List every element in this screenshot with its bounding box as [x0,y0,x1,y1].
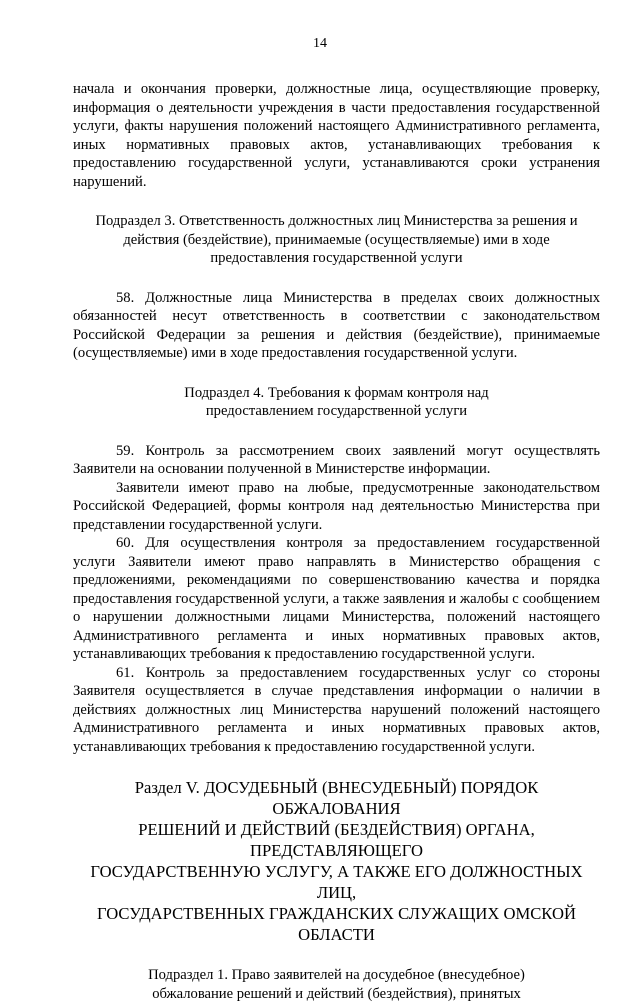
section-heading-line: РЕШЕНИЙ И ДЕЙСТВИЙ (БЕЗДЕЙСТВИЯ) ОРГАНА, ПРЕДСТАВЛЯЮЩЕГО [73,819,600,861]
section-heading-line: ГОСУДАРСТВЕННУЮ УСЛУГУ, А ТАКЖЕ ЕГО ДОЛЖНОСТНЫХ ЛИЦ, [73,861,600,903]
page-content [73,80,600,1003]
heading-line: обжалование решений и действий (бездействия), принятых [73,985,600,1003]
heading-line: Подраздел 4. Требования к формам контроля над [73,384,600,403]
paragraph-59: 59. Контроль за рассмотрением своих заявлений могут осуществлять Заявители на основании полученной в Министерстве информации. [73,442,600,479]
heading-line: действия (бездействие), принимаемые (осуществляемые) ими в ходе [73,231,600,250]
subsection-1-heading [73,966,600,1003]
paragraph-58: 58. Должностные лица Министерства в пределах своих должностных обязанностей несут ответственность в соответствии с законодательством Российской Федерации за решения и действия (бездействие), принимаемые (осуществляемые) ими в ходе предоставления государственной услуги. [73,289,600,363]
section-5-heading [73,777,600,945]
section-heading-line: ГОСУДАРСТВЕННЫХ ГРАЖДАНСКИХ СЛУЖАЩИХ ОМСКОЙ ОБЛАСТИ [73,903,600,945]
subsection-3-heading [73,212,600,268]
paragraph-inspection-results: начала и окончания проверки, должностные лица, осуществляющие проверку, информация о деятельности учреждения в части предоставления государственной услуги, факты нарушения положений настоящего Административного регламента, иных нормативных правовых актов, устанавливающих требования к предоставлению государственной услуги, устанавливаются сроки устранения нарушений. [73,80,600,191]
subsection-4-heading [73,384,600,421]
paragraph-applicants-rights: Заявители имеют право на любые, предусмотренные законодательством Российской Федерацией, формы контроля над деятельностью Министерства при представлении государственной услуги. [73,479,600,535]
heading-line: предоставления государственной услуги [73,249,600,268]
heading-line: Подраздел 1. Право заявителей на досудебное (внесудебное) [73,966,600,985]
section-heading-line: Раздел V. ДОСУДЕБНЫЙ (ВНЕСУДЕБНЫЙ) ПОРЯДОК ОБЖАЛОВАНИЯ [73,777,600,819]
paragraph-60: 60. Для осуществления контроля за предоставлением государственной услуги Заявители имеют право направлять в Министерство обращения с предложениями, рекомендациями по совершенствованию качества и порядка предоставления государственной услуги, а также заявления и жалобы с сообщением о нарушении должностными лицами Министерства, положений настоящего Административного регламента и иных нормативных правовых актов, устанавливающих требования к предоставлению государственной услуги. [73,534,600,664]
heading-line: предоставлением государственной услуги [73,402,600,421]
paragraph-61: 61. Контроль за предоставлением государственных услуг со стороны Заявителя осуществляется в случае представления информации о наличии в действиях должностных лиц Министерства нарушений положений настоящего Административного регламента и иных нормативных правовых актов, устанавливающих требования к предоставлению государственной услуги. [73,664,600,757]
page-number: 14 [0,36,640,52]
heading-line: Подраздел 3. Ответственность должностных лиц Министерства за решения и [73,212,600,231]
